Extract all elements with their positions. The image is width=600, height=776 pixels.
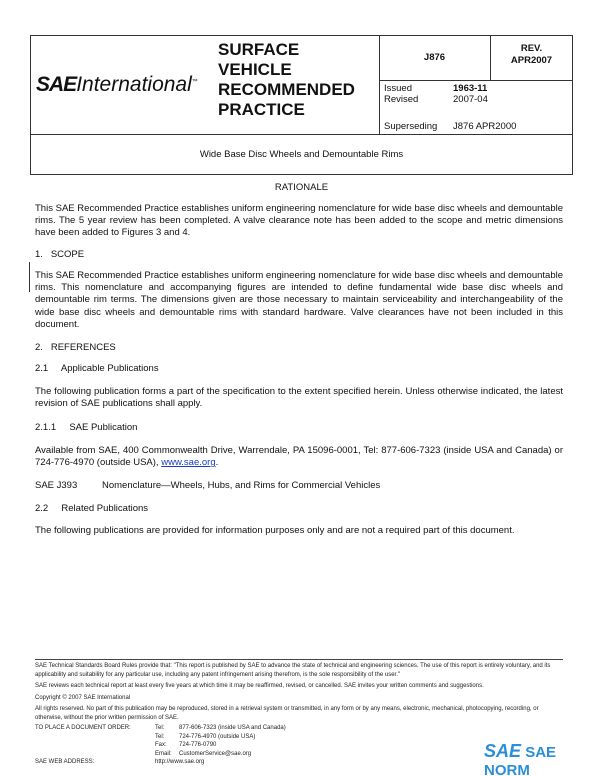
superseding	[384, 121, 516, 132]
sae-publication-heading: 2.1.1 SAE Publication	[35, 422, 138, 433]
scope-heading: 1. SCOPE	[35, 249, 85, 260]
doc-type-line: RECOMMENDED	[218, 80, 355, 99]
footer-rules: SAE Technical Standards Board Rules provide that: "This report is published by SAE to advance the state of technical and engineering sciences. The use of this report is entirely voluntary, and its applicability and suitability for any particular use, including any patent infringement arising therefrom, is the sole responsibility of the user."	[35, 663, 551, 678]
reference-title: Nomenclature—Wheels, Hubs, and Rims for Commercial Vehicles	[102, 480, 381, 491]
issued-value: 1963-11	[453, 83, 488, 94]
applicable-heading: 2.1 Applicable Publications	[35, 363, 159, 374]
issued-label: Issued	[384, 83, 412, 94]
related-heading: 2.2 Related Publications	[35, 503, 149, 514]
reference-j393	[35, 480, 380, 491]
contact-value: 877-606-7323 (inside USA and Canada)	[179, 725, 286, 731]
contact-value: 724-776-0790	[179, 742, 217, 748]
contact-key: Fax:	[155, 742, 167, 748]
rev-label: REV.	[520, 43, 543, 54]
doc-number: J876	[423, 52, 446, 63]
revised-label: Revised	[384, 94, 419, 105]
sae-logo: SAEInternational™	[36, 73, 198, 96]
scope-text: This SAE Recommended Practice establishes uniform engineering nomenclature for wide base disc wheels and demountable rims. This nomenclature and accompanying figures are intended to define fundamental wide base disc wheels and demountable rim terms. The dimensions given are those necessary to maintain serviceability and interchangeability of the wide base disc wheels and demountable rims with standard hardware. Valve clearances have not been included in this document.	[35, 270, 563, 330]
contact-key: Email:	[155, 750, 172, 757]
document-type	[218, 40, 355, 120]
reference-id: SAE J393	[35, 480, 78, 491]
contact-key: Tel:	[155, 725, 165, 731]
superseding-value: J876 APR2000	[453, 121, 517, 132]
rev-value: APR2007	[510, 55, 553, 66]
contact-key: Tel:	[155, 733, 165, 740]
superseding-label: Superseding	[384, 121, 438, 132]
footer-review: SAE reviews each technical report at least every five years at which time it may be reaffirmed, revised, or cancelled. SAE invites your written comments and suggestions.	[35, 683, 484, 689]
doc-type-line: SURFACE	[218, 40, 300, 59]
watermark-text: SAE NORM	[484, 744, 557, 776]
web-value[interactable]: http://www.sae.org	[155, 759, 205, 765]
sae-website-link[interactable]: www.sae.org	[161, 457, 216, 469]
revised-value: 2007-04	[453, 94, 488, 105]
rationale-heading: RATIONALE	[274, 182, 329, 193]
sae-publication-text: Available from SAE, 400 Commonwealth Drive, Warrendale, PA 15096-0001, Tel: 877-606-7323 (inside USA and Canada) or 724-776-4970 (outside USA), www.sae.org.	[35, 445, 563, 469]
doc-type-line: PRACTICE	[218, 100, 305, 119]
contact-value: 724-776-4970 (outside USA)	[179, 733, 256, 740]
web-label: SAE WEB ADDRESS:	[35, 759, 95, 765]
order-label: TO PLACE A DOCUMENT ORDER:	[35, 725, 131, 731]
references-heading: 2. REFERENCES	[35, 342, 116, 353]
sae-norm-watermark: SAE SAE NORM	[484, 741, 600, 776]
revision	[490, 43, 573, 67]
footer-copyright: Copyright © 2007 SAE International	[35, 694, 131, 701]
sae-publication-body: Available from SAE, 400 Commonwealth Drive, Warrendale, PA 15096-0001, Tel: 877-606-7323 (inside USA and Canada) or 724-776-4970 (outside USA),	[35, 445, 563, 469]
footer-rights: All rights reserved. No part of this publication may be reproduced, stored in a retrieval system or transmitted, in any form or by any means, electronic, mechanical, photocopying, recording, or otherwise, without the prior written permission of SAE.	[35, 706, 539, 721]
related-text: The following publications are provided for information purposes only and are not a required part of this document.	[35, 525, 515, 536]
issue-info	[384, 83, 488, 105]
contact-value: CustomerService@sae.org	[179, 750, 252, 757]
applicable-text: The following publication forms a part of the specification to the extent specified herein. Unless otherwise indicated, the latest revision of SAE publications shall apply.	[35, 386, 563, 410]
document-title: Wide Base Disc Wheels and Demountable Rims	[199, 149, 404, 160]
doc-type-line: VEHICLE	[218, 60, 292, 79]
rationale-text: This SAE Recommended Practice establishes uniform engineering nomenclature for wide base disc wheels and demountable rims. The 5 year review has been completed. A valve clearance note has been added to the scope and metric dimensions have been added to Figures 3 and 4.	[35, 203, 563, 239]
